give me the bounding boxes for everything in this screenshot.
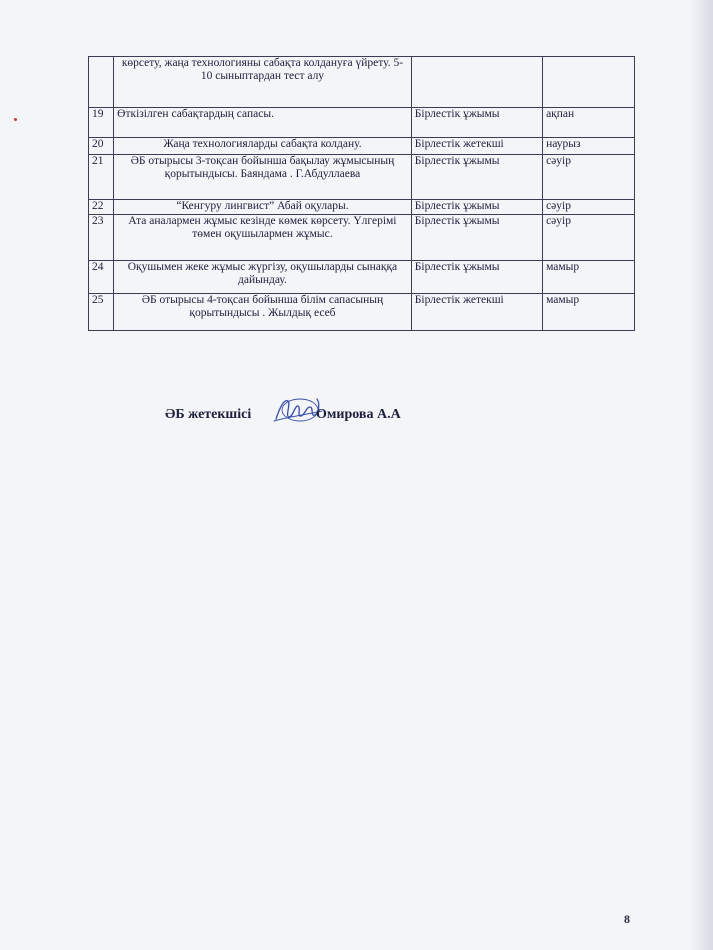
table-row (89, 138, 635, 155)
row-number: 19 (89, 108, 114, 138)
row-responsible: Бірлестік жетекші (411, 138, 542, 155)
row-task: көрсету, жаңа технологияны сабақта колдануға үйрету. 5-10 сыныптардан тест алу (114, 57, 412, 108)
table-row (89, 294, 635, 331)
row-time: наурыз (543, 138, 635, 155)
row-number: 21 (89, 155, 114, 200)
row-responsible: Бірлестік ұжымы (411, 155, 542, 200)
row-task: ӘБ отырысы 3-тоқсан бойынша бақылау жұмысының қорытындысы. Баяндама . Г.Абдуллаева (114, 155, 412, 200)
row-number: 25 (89, 294, 114, 331)
row-task: “Кенгуру лингвист” Абай оқулары. (114, 200, 412, 215)
row-responsible: Бірлестік ұжымы (411, 200, 542, 215)
table-row (89, 215, 635, 261)
row-time: сәуір (543, 200, 635, 215)
row-number (89, 57, 114, 108)
signature-label: ӘБ жетекшісі (165, 407, 252, 422)
row-responsible (411, 57, 542, 108)
row-time: сәуір (543, 215, 635, 261)
row-task: ӘБ отырысы 4-тоқсан бойынша білім сапасының қорытындысы . Жылдық есеб (114, 294, 412, 331)
row-task: Оқушымен жеке жұмыс жүргізу, оқушыларды сынаққа дайындау. (114, 261, 412, 294)
page-edge-shadow (689, 0, 713, 950)
row-number: 23 (89, 215, 114, 261)
table-row (89, 261, 635, 294)
row-responsible: Бірлестік ұжымы (411, 261, 542, 294)
table-row (89, 200, 635, 215)
row-time: мамыр (543, 261, 635, 294)
table-row (89, 57, 635, 108)
row-number: 20 (89, 138, 114, 155)
table-row (89, 108, 635, 138)
scan-speck (14, 118, 17, 121)
page-number: 8 (624, 912, 630, 926)
table-row (89, 155, 635, 200)
row-number: 24 (89, 261, 114, 294)
row-time (543, 57, 635, 108)
row-task: Жаңа технологияларды сабақта колдану. (114, 138, 412, 155)
row-time: сәуір (543, 155, 635, 200)
row-responsible: Бірлестік ұжымы (411, 215, 542, 261)
row-task: Ата аналармен жұмыс кезінде көмек көрсету. Үлгерімі төмен оқушылармен жұмыс. (114, 215, 412, 261)
row-time: мамыр (543, 294, 635, 331)
plan-table (88, 56, 635, 331)
signature-name: Омирова А.А (316, 407, 401, 422)
row-responsible: Бірлестік жетекші (411, 294, 542, 331)
row-responsible: Бірлестік ұжымы (411, 108, 542, 138)
row-task: Өткізілген сабақтардың сапасы. (114, 108, 412, 138)
row-number: 22 (89, 200, 114, 215)
row-time: ақпан (543, 108, 635, 138)
